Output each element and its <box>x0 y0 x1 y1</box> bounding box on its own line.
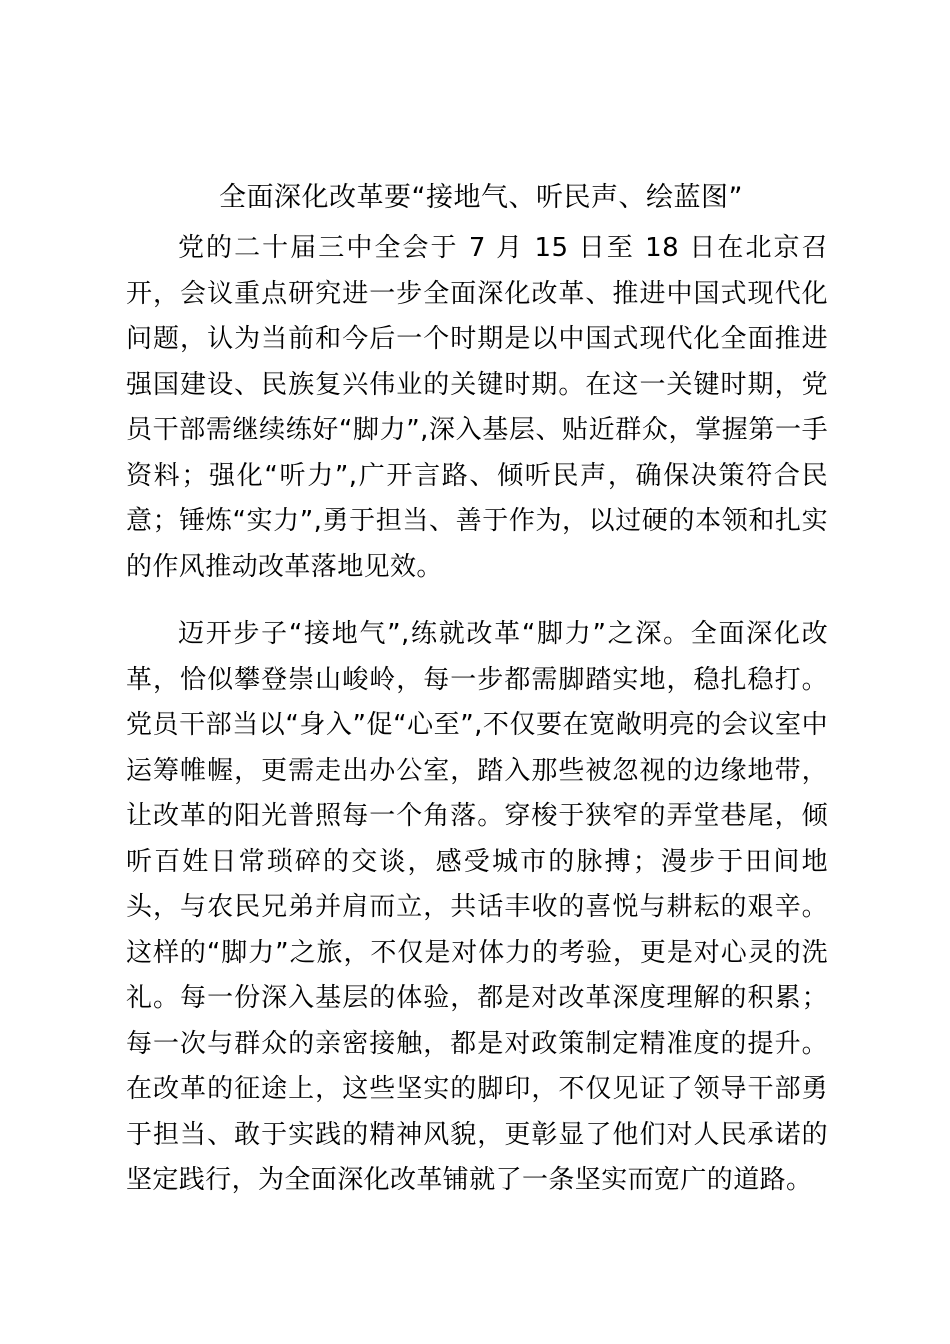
paragraph-2: 迈开步子“接地气”,练就改革“脚力”之深。全面深化改革，恰似攀登崇山峻岭，每一步都需脚踏实地，稳扎稳打。党员干部当以“身入”促“心至”,不仅要在宽敞明亮的会议室中运筹帷幄，更需走出办公室，踏入那些被忽视的边缘地带，让改革的阳光普照每一个角落。穿梭于狭窄的弄堂巷尾，倾听百姓日常琐碎的交谈，感受城市的脉搏；漫步于田间地头，与农民兄弟并肩而立，共话丰收的喜悦与耕耘的艰辛。这样的“脚力”之旅，不仅是对体力的考验，更是对心灵的洗礼。每一份深入基层的体验，都是对改革深度理解的积累；每一次与群众的亲密接触，都是对政策制定精准度的提升。在改革的征途上，这些坚实的脚印，不仅见证了领导干部勇于担当、敢于实践的精神风貌，更彰显了他们对人民承诺的坚定践行，为全面深化改革铺就了一条坚实而宽广的道路。 <box>126 619 828 1195</box>
paragraph-1: 党的二十届三中全会于 7 月 15 日至 18 日在北京召开，会议重点研究进一步全面深化改革、推进中国式现代化问题，认为当前和今后一个时期是以中国式现代化全面推进强国建设、民族复兴伟业的关键时期。在这一关键时期，党员干部需继续练好“脚力”,深入基层、贴近群众，掌握第一手资料；强化“听力”,广开言路、倾听民声，确保决策符合民意；锤炼“实力”,勇于担当、善于作为，以过硬的本领和扎实的作风推动改革落地见效。 <box>126 233 828 582</box>
document-title: 全面深化改革要“接地气、听民声、绘蓝图” <box>219 182 743 213</box>
